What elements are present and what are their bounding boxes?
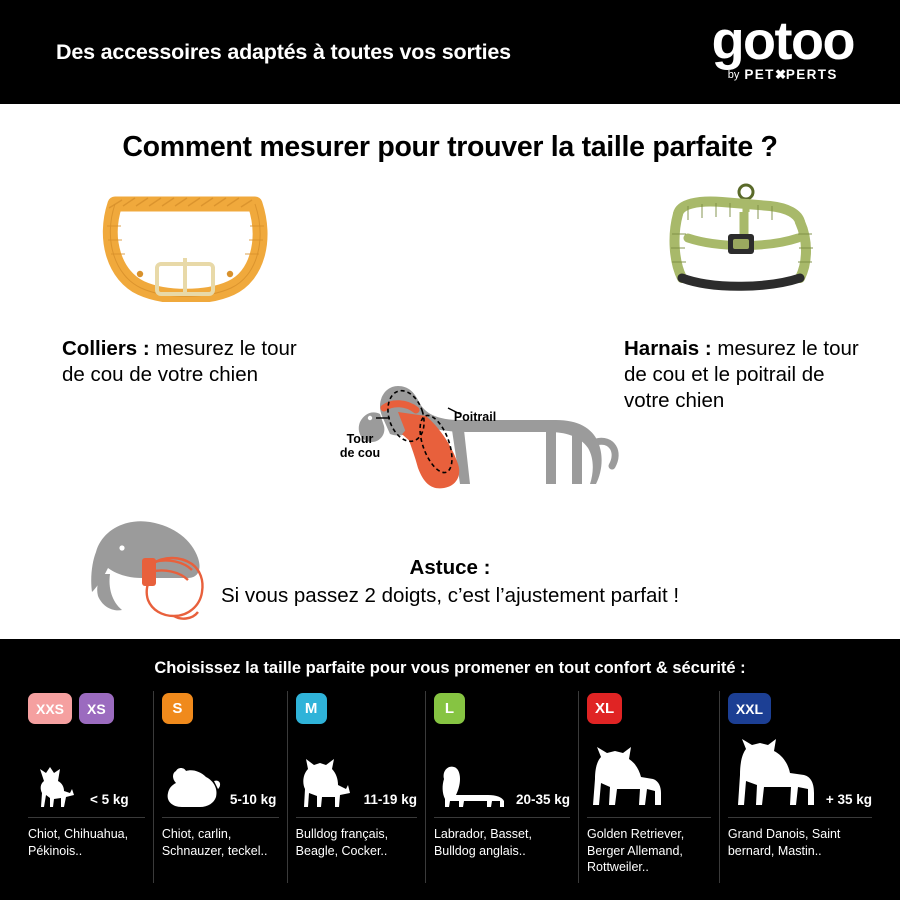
silhouette-row bbox=[28, 733, 145, 811]
breeds-l: Labrador, Basset, Bulldog anglais.. bbox=[434, 817, 570, 859]
weight-label-s: 5-10 kg bbox=[229, 792, 277, 807]
breeds-xl: Golden Retriever, Berger Allemand, Rottweiler.. bbox=[587, 817, 711, 876]
silhouette-row bbox=[162, 733, 279, 811]
size-column-xxl bbox=[720, 691, 880, 883]
neck-measure-label bbox=[326, 432, 394, 461]
neck-label-line1: Tour bbox=[346, 432, 374, 446]
size-badge-xxl[interactable]: XXL bbox=[728, 693, 771, 724]
silhouette-row bbox=[587, 733, 711, 811]
breeds-s: Chiot, carlin, Schnauzer, teckel.. bbox=[162, 817, 279, 859]
harness-illustration bbox=[658, 178, 828, 308]
main-section bbox=[0, 104, 900, 639]
collar-text: mesurez le tour de cou de votre chien bbox=[62, 337, 297, 387]
silhouette-row bbox=[296, 733, 417, 811]
rottweiler-silhouette-icon bbox=[587, 745, 667, 811]
logo-brand-left: PET bbox=[744, 67, 775, 83]
tip-text: Si vous passez 2 doigts, c’est l’ajustement parfait ! bbox=[220, 583, 680, 607]
size-column-s bbox=[154, 691, 288, 883]
silhouette-row bbox=[728, 733, 872, 811]
badge-group bbox=[728, 691, 872, 733]
weight-label-xxs-xs: < 5 kg bbox=[90, 792, 129, 807]
breeds-xxs-xs: Chiot, Chihuahua, Pékinois.. bbox=[28, 817, 145, 859]
badge-group bbox=[296, 691, 417, 733]
badge-group bbox=[162, 691, 279, 733]
spitz-silhouette-icon bbox=[162, 761, 224, 811]
badge-group bbox=[587, 691, 711, 733]
size-section bbox=[0, 639, 900, 900]
logo-wordmark: gotoo bbox=[711, 10, 854, 71]
collar-description bbox=[62, 336, 312, 388]
size-badge-l[interactable]: L bbox=[434, 693, 465, 724]
size-column-xl bbox=[579, 691, 720, 883]
basset-silhouette-icon bbox=[434, 761, 510, 811]
chest-measure-label: Poitrail bbox=[453, 410, 497, 424]
page-header bbox=[0, 0, 900, 104]
bulldog-silhouette-icon bbox=[296, 755, 358, 811]
size-section-title: Choisissez la taille parfaite pour vous promener en tout confort & sécurité : bbox=[154, 659, 746, 677]
size-badge-m[interactable]: M bbox=[296, 693, 327, 724]
badge-group bbox=[28, 691, 145, 733]
page-title: Comment mesurer pour trouver la taille parfaite ? bbox=[122, 131, 778, 163]
breeds-m: Bulldog français, Beagle, Cocker.. bbox=[296, 817, 417, 859]
tip-heading: Astuce : bbox=[409, 556, 491, 579]
weight-label-xxl: + 35 kg bbox=[825, 792, 872, 807]
size-column-l bbox=[426, 691, 579, 883]
logo-brand-label bbox=[744, 67, 837, 83]
size-column-m bbox=[288, 691, 426, 883]
silhouette-row bbox=[434, 733, 570, 811]
size-badge-s[interactable]: S bbox=[162, 693, 193, 724]
size-badge-xs[interactable]: XS bbox=[79, 693, 114, 724]
neck-label-line2: de cou bbox=[339, 446, 381, 461]
badge-group bbox=[434, 691, 570, 733]
breeds-xxl: Grand Danois, Saint bernard, Mastin.. bbox=[728, 817, 872, 859]
tip-block bbox=[0, 554, 900, 609]
size-column-xxs-xs bbox=[20, 691, 154, 883]
harness-text: mesurez le tour de cou et le poitrail de votre chien bbox=[624, 337, 859, 413]
size-table bbox=[20, 691, 880, 883]
logo-subline bbox=[728, 67, 838, 83]
weight-label-m: 11-19 kg bbox=[363, 792, 417, 807]
chihuahua-silhouette-icon bbox=[28, 761, 84, 811]
harness-description bbox=[624, 336, 859, 415]
logo-brand-right: PERTS bbox=[785, 67, 838, 83]
greatdane-silhouette-icon bbox=[728, 739, 820, 811]
paw-icon: ✖ bbox=[774, 67, 788, 83]
weight-label-l: 20-35 kg bbox=[515, 792, 570, 807]
collar-illustration bbox=[95, 192, 275, 302]
size-badge-xl[interactable]: XL bbox=[587, 693, 622, 724]
collar-label: Colliers : bbox=[62, 337, 150, 360]
harness-label: Harnais : bbox=[624, 337, 712, 360]
header-title: Des accessoires adaptés à toutes vos sorties bbox=[56, 39, 511, 64]
size-badge-xxs[interactable]: XXS bbox=[28, 693, 72, 724]
brand-logo bbox=[711, 10, 854, 84]
logo-by-label: by bbox=[727, 69, 740, 82]
